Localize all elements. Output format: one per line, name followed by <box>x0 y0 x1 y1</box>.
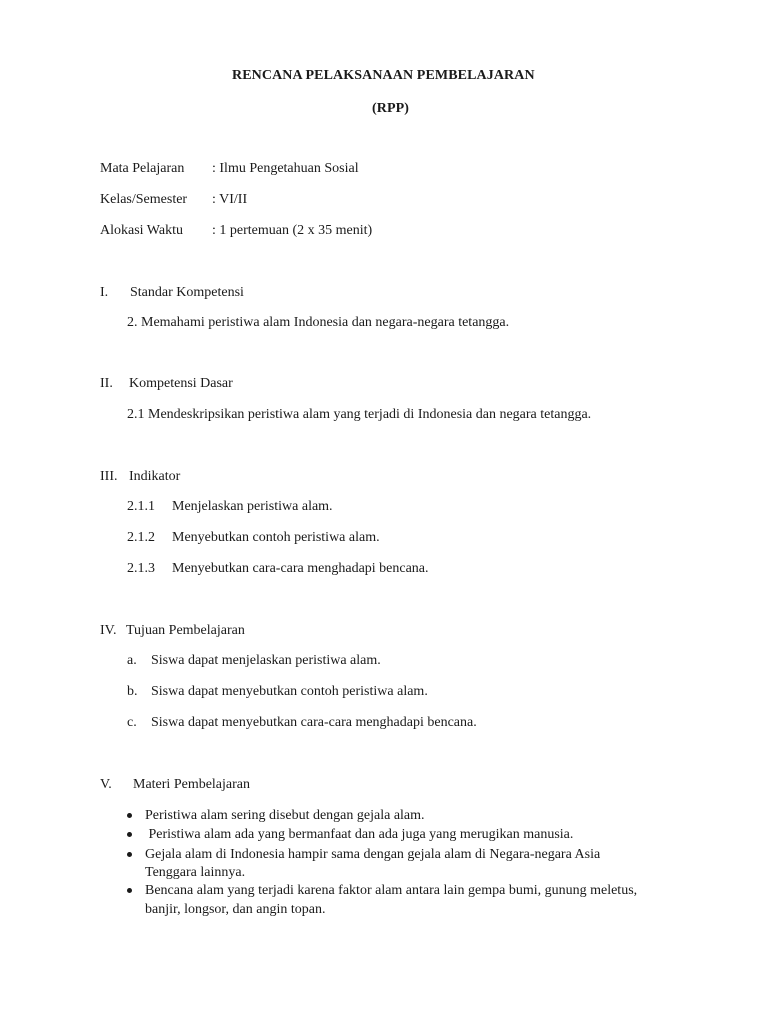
identity-label-time: Alokasi Waktu <box>100 223 183 238</box>
material-bullet-text: Bencana alam yang terjadi karena faktor alam antara lain gempa bumi, gunung meletus, <box>145 883 638 898</box>
objective-letter: b. <box>127 684 138 699</box>
material-bullet-text-continued: banjir, longsor, dan angin topan. <box>145 902 326 917</box>
indicator-text: Menjelaskan peristiwa alam. <box>172 499 333 514</box>
section-1-numeral: I. <box>100 285 109 300</box>
section-3-numeral: III. <box>100 469 118 484</box>
identity-value-time: : 1 pertemuan (2 x 35 menit) <box>212 223 373 238</box>
document-subtitle: (RPP) <box>372 101 410 116</box>
identity-label-subject: Mata Pelajaran <box>100 161 185 176</box>
section-3-heading: Indikator <box>129 469 181 484</box>
bullet-icon <box>127 832 132 837</box>
indicator-number: 2.1.2 <box>127 530 155 545</box>
section-4-heading: Tujuan Pembelajaran <box>126 623 245 638</box>
section-4-numeral: IV. <box>100 623 117 638</box>
section-2-numeral: II. <box>100 376 113 391</box>
indicator-number: 2.1.3 <box>127 561 155 576</box>
document-title: RENCANA PELAKSANAAN PEMBELAJARAN <box>232 68 535 83</box>
objective-text: Siswa dapat menyebutkan cara-cara menghadapi bencana. <box>151 715 477 730</box>
section-2-text: 2.1 Mendeskripsikan peristiwa alam yang terjadi di Indonesia dan negara tetangga. <box>127 407 592 422</box>
bullet-icon <box>127 813 132 818</box>
section-5-numeral: V. <box>100 777 112 792</box>
indicator-text: Menyebutkan cara-cara menghadapi bencana. <box>172 561 429 576</box>
identity-label-class: Kelas/Semester <box>100 192 188 207</box>
section-1-heading: Standar Kompetensi <box>130 285 244 300</box>
bullet-icon <box>127 852 132 857</box>
identity-value-class: : VI/II <box>212 192 248 207</box>
objective-text: Siswa dapat menyebutkan contoh peristiwa alam. <box>151 684 428 699</box>
section-2-heading: Kompetensi Dasar <box>129 376 233 391</box>
objective-letter: a. <box>127 653 137 668</box>
material-bullet-text: Gejala alam di Indonesia hampir sama dengan gejala alam di Negara-negara Asia <box>145 847 601 862</box>
objective-letter: c. <box>127 715 137 730</box>
objective-text: Siswa dapat menjelaskan peristiwa alam. <box>151 653 381 668</box>
indicator-number: 2.1.1 <box>127 499 155 514</box>
indicator-text: Menyebutkan contoh peristiwa alam. <box>172 530 380 545</box>
material-bullet-text: Peristiwa alam ada yang bermanfaat dan ada juga yang merugikan manusia. <box>145 827 574 842</box>
section-5-heading: Materi Pembelajaran <box>133 777 251 792</box>
section-1-text: 2. Memahami peristiwa alam Indonesia dan negara-negara tetangga. <box>127 315 510 330</box>
identity-value-subject: : Ilmu Pengetahuan Sosial <box>212 161 359 176</box>
material-bullet-text-continued: Tenggara lainnya. <box>145 865 246 880</box>
material-bullet-text: Peristiwa alam sering disebut dengan gejala alam. <box>145 808 425 823</box>
bullet-icon <box>127 888 132 893</box>
